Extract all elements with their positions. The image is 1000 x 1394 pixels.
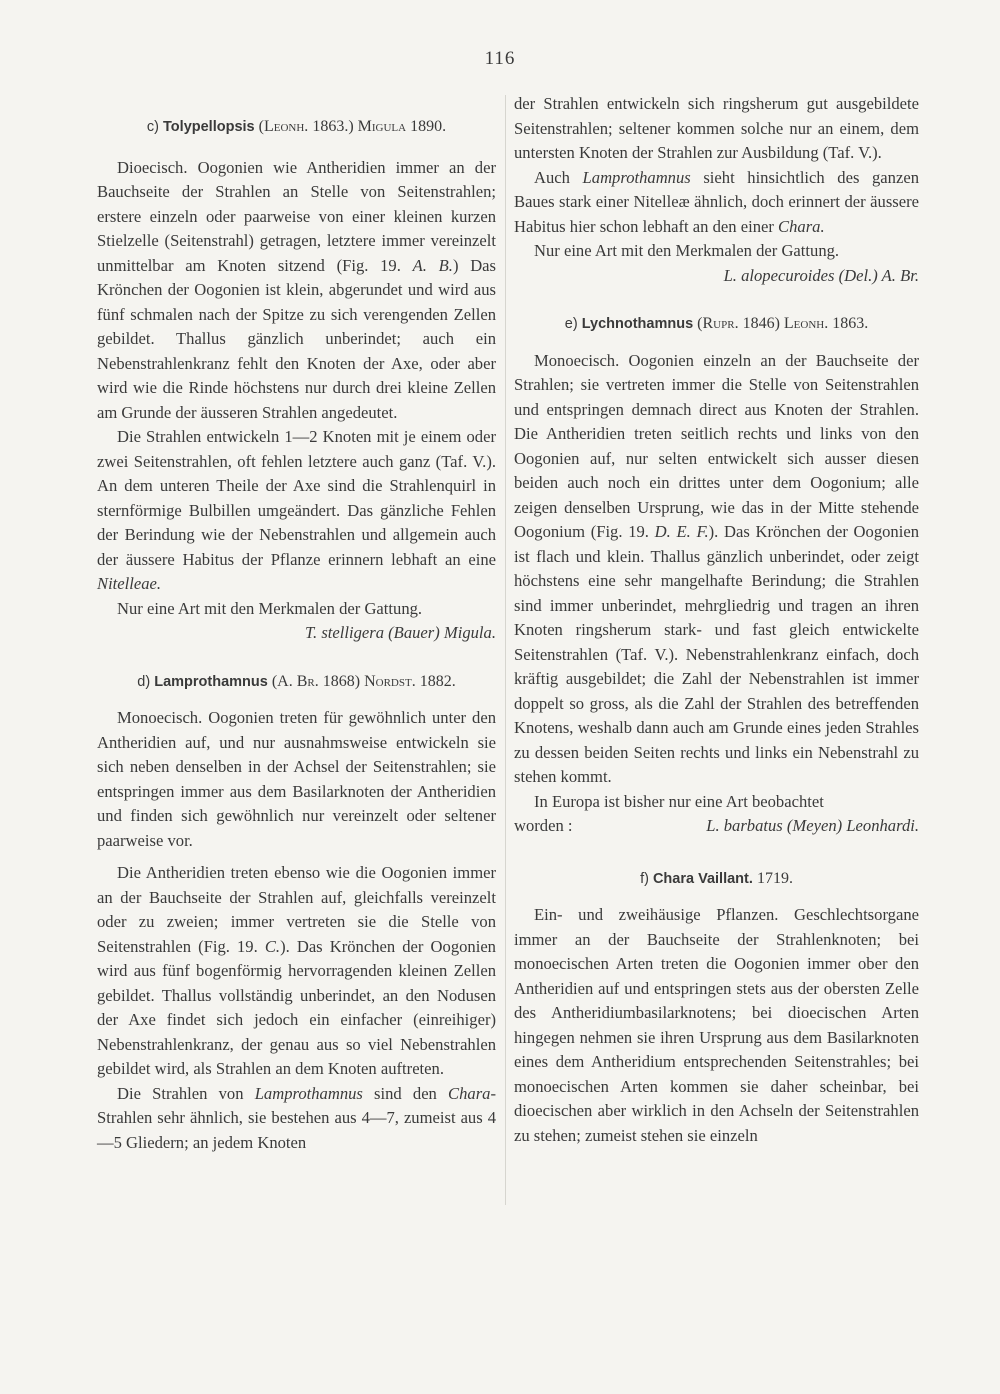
species-name: T. stelligera (Bauer) Migula. (305, 623, 496, 642)
paragraph: Dioecisch. Oogonien wie Antheridien immer an der Bauchseite der Strahlen an Stelle von Seitenstrahlen; erstere einzeln oder paarweise von einer kleinen kurzen Stielzelle (Seitenstrahl) getragen, letztere immer vereinzelt unmittelbar am Knoten sitzend (Fig. 19. A. B.) Das Krönchen der Oogonien ist klein, abgerundet und wird aus fünf schmalen nach der Spitze zu sich verengenden Zellen gebildet. Thallus gänzlich unberindet; auch ein Nebenstrahlenkranz fehlt den Knoten der Axe, oder aber wird wie die Rinde höchstens nur durch drei kleine Zellen am Grunde der äusseren Strahlen angedeutet. (97, 157, 497, 422)
paragraph: Nur eine Art mit den Merkmalen der Gattung. (534, 241, 840, 260)
heading-lamprothamnus: d) Lamprothamnus (A. Br. 1868) Nordst. 1882. (137, 672, 456, 690)
heading-chara: f) Chara Vaillant. 1719. (640, 869, 793, 887)
paragraph: Monoecisch. Oogonien einzeln an der Bauchseite der Strahlen; sie vertreten immer die Stelle von Seitenstrahlen und entspringen demnach direct aus Knoten der Strahlen. Die Antheridien treten seitlich rechts und links von den Oogonien auf, nur selten entwickelt sich ausser diesen beiden auch noch ein drittes unter dem Oogonium; alle zeigen denselben Ursprung, wie das in der Mitte stehende Oogonium (Fig. 19. D. E. F.). Das Krönchen der Oogonien ist flach und klein. Thallus gänzlich unberindet, oder zeigt höchstens eine sehr mangelhafte Berindung; die Strahlen sind immer unberindet, mehrgliedrig und tragen an ihren Knoten ringsherum stark- und fast gleich entwickelte Seitenstrahlen (Taf. V.). Nebenstrahlenkranz einfach, doch kräftig ausgebildet; die Zahl der Nebenstrahlen ist immer doppelt so gross, als die Zahl der Strahlen des betreffenden Knotens, weshalb dann auch am Grunde eines jeden Strahles zu dessen beiden Seiten rechts und links ein Nebenstrahl zu stehen kommt. (514, 350, 920, 786)
paragraph: Auch Lamprothamnus sieht hinsichtlich des ganzen Baues stark einer Nitelleæ ähnlich, doch erinnert der äussere Habitus hier schon lebhaft an den einer Chara. (514, 167, 920, 236)
paragraph: der Strahlen entwickeln sich ringsherum gut ausgebildete Seitenstrahlen; seltener kommen solche nur an einem, dem untersten Knoten der Strahlen zur Ausbildung (Taf. V.). (514, 94, 919, 162)
species-row: worden : L. barbatus (Meyen) Leonhardi. (514, 814, 919, 839)
species-name: L. barbatus (Meyen) Leonhardi. (706, 816, 919, 835)
paragraph: Ein- und zweihäusige Pflanzen. Geschlechtsorgane immer an der Bauchseite der Strahlenknoten; bei monoecischen Arten treten die Oogonien immer ober den Antheridien auf und entspringen stets aus der obersten Zelle des Antheridiumbasilarknotens; bei dioecischen Arten hingegen nehmen sie ihren Ursprung aus dem Basilarknoten eines dem Antheridium entsprechenden Seitenstrahles; bei monoecischen Arten kommen sie daher scheinbar, bei dioecischen aber wirklich in den Achseln der Seitenstrahlen zu stehen; zumeist stehen sie einzeln (514, 905, 919, 1145)
paragraph: In Europa ist bisher nur eine Art beobachtet (534, 791, 824, 811)
paragraph: Die Strahlen von Lamprothamnus sind den Chara-Strahlen sehr ähnlich, sie bestehen aus 4—7, zumeist aus 4—5 Gliedern; an jedem Knoten (97, 1083, 496, 1152)
paragraph: Die Antheridien treten ebenso wie die Oogonien immer an der Bauchseite der Strahlen auf, gleichfalls vereinzelt oder zu zweien; immer vertreten sie die Stelle von Seitenstrahlen (Fig. 19. C.). Das Krönchen der Oogonien wird aus fünf bogenförmig hervorragenden kleinen Zellen gebildet. Thallus vollständig unberindet, an den Nodusen der Axe findet sich jedoch ein einfacher (einreihiger) Nebenstrahlenkranz, der genau aus so viel Nebenstrahlen gebildet wird, als Strahlen an dem Knoten auftreten. (97, 863, 496, 1078)
paragraph: Nur eine Art mit den Merkmalen der Gattung. (117, 598, 423, 618)
column-divider (505, 95, 506, 1205)
page-number: 116 (484, 48, 516, 69)
paragraph: Die Strahlen entwickeln 1—2 Knoten mit je einem oder zwei Seitenstrahlen, oft fehlen letztere auch ganz (Taf. V.). An dem unteren Theile der Axe sind die Strahlenquirl in sternförmige Bulbillen umgeändert. Das gänzliche Fehlen der Berindung wie der Nebenstrahlen und allgemein auch der äussere Habitus der Pflanze erinnern lebhaft an eine Nitelleae. (97, 427, 496, 593)
heading-tolypellopsis: c) Tolypellopsis (Leonh. 1863.) Migula 1890. (146, 118, 447, 135)
heading-lychnothamnus: e) Lychnothamnus (Rupr. 1846) Leonh. 1863. (564, 315, 869, 332)
species-name: L. alopecuroides (Del.) A. Br. (723, 265, 919, 285)
paragraph: Monoecisch. Oogonien treten für gewöhnlich unter den Antheridien auf, und nur ausnahmsweise entwickeln sie sich neben denselben in der Achsel der Seitenstrahlen; sie entspringen immer aus dem Basilarknoten der Antheridien und finden sich gewöhnlich nur vereinzelt oder seltener paarweise vor. (97, 708, 496, 850)
right-column (514, 92, 919, 1148)
left-column (97, 92, 496, 1155)
